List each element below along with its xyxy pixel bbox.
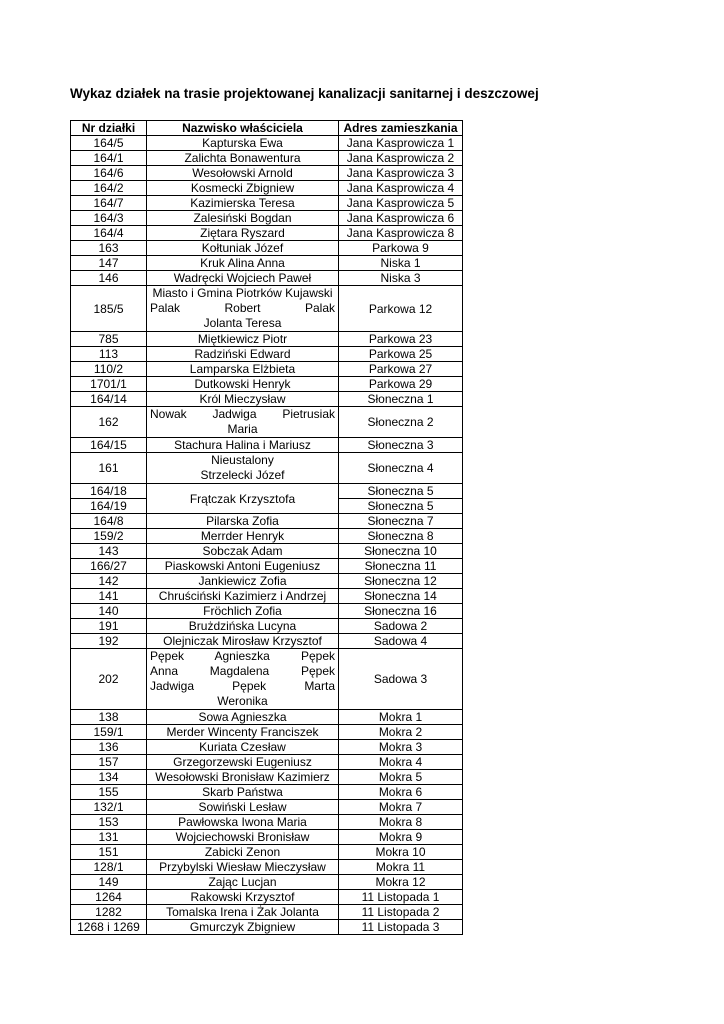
owner-name-cell: Król Mieczysław xyxy=(147,392,339,407)
owner-name-cell: Merder Wincenty Franciszek xyxy=(147,725,339,740)
owner-name-line: Jolanta Teresa xyxy=(203,316,282,330)
owner-name-cell: Dutkowski Henryk xyxy=(147,377,339,392)
owner-name-line: Weronika xyxy=(217,694,268,708)
address-cell: Niska 3 xyxy=(339,271,463,286)
table-row xyxy=(71,830,463,845)
owner-name-cell: Merrder Henryk xyxy=(147,529,339,544)
address-cell: Parkowa 27 xyxy=(339,362,463,377)
header-parcel-number: Nr działki xyxy=(71,121,147,136)
owner-name-line: Miasto i Gmina Piotrków Kujawski xyxy=(152,286,333,300)
table-row xyxy=(71,860,463,875)
address-cell: Słoneczna 5 xyxy=(339,484,463,499)
parcel-number-cell: 164/6 xyxy=(71,166,147,181)
parcel-number-cell: 110/2 xyxy=(71,362,147,377)
owner-name-cell: Grzegorzewski Eugeniusz xyxy=(147,755,339,770)
table-row xyxy=(71,559,463,574)
owner-name-cell: Kuriata Czesław xyxy=(147,740,339,755)
parcel-number-cell: 128/1 xyxy=(71,860,147,875)
owner-name-cell: Zalichta Bonawentura xyxy=(147,151,339,166)
parcel-number-cell: 1701/1 xyxy=(71,377,147,392)
owner-name-cell: Kołtuniak Józef xyxy=(147,241,339,256)
owner-name-cell xyxy=(147,453,339,484)
parcel-number-cell: 202 xyxy=(71,649,147,710)
parcel-number-cell: 164/7 xyxy=(71,196,147,211)
table-row xyxy=(71,920,463,935)
owner-name-cell xyxy=(147,649,339,710)
table-row xyxy=(71,529,463,544)
owner-name-cell: Sowa Agnieszka xyxy=(147,710,339,725)
table-row xyxy=(71,226,463,241)
table-row xyxy=(71,800,463,815)
header-owner-name: Nazwisko właściciela xyxy=(147,121,339,136)
parcel-number-cell: 147 xyxy=(71,256,147,271)
parcel-table xyxy=(70,120,463,935)
parcel-number-cell: 155 xyxy=(71,785,147,800)
parcel-number-cell: 185/5 xyxy=(71,286,147,332)
parcel-number-cell: 164/18 xyxy=(71,484,147,499)
owner-name-cell: Sobczak Adam xyxy=(147,544,339,559)
table-row xyxy=(71,196,463,211)
table-row xyxy=(71,484,463,499)
parcel-number-cell: 164/3 xyxy=(71,211,147,226)
owner-name-cell: Radziński Edward xyxy=(147,347,339,362)
owner-name-cell: Przybylski Wiesław Mieczysław xyxy=(147,860,339,875)
owner-name-line: Maria xyxy=(227,422,258,436)
owner-name-cell: Ziętara Ryszard xyxy=(147,226,339,241)
owner-name-cell xyxy=(147,407,339,438)
address-cell: Parkowa 23 xyxy=(339,332,463,347)
address-cell: 11 Listopada 2 xyxy=(339,905,463,920)
address-cell: Jana Kasprowicza 4 xyxy=(339,181,463,196)
table-row xyxy=(71,286,463,332)
address-cell: Niska 1 xyxy=(339,256,463,271)
table-row xyxy=(71,890,463,905)
table-row xyxy=(71,407,463,438)
address-cell: Sadowa 2 xyxy=(339,619,463,634)
parcel-number-cell: 164/14 xyxy=(71,392,147,407)
table-row xyxy=(71,166,463,181)
address-cell: Słoneczna 4 xyxy=(339,453,463,484)
parcel-number-cell: 1268 i 1269 xyxy=(71,920,147,935)
owner-name-cell: Wojciechowski Bronisław xyxy=(147,830,339,845)
address-cell: Jana Kasprowicza 3 xyxy=(339,166,463,181)
owner-name-line: Anna Magdalena Pępek xyxy=(150,664,335,678)
parcel-number-cell: 191 xyxy=(71,619,147,634)
parcel-number-cell: 131 xyxy=(71,830,147,845)
owner-name-line: Strzelecki Józef xyxy=(200,468,285,482)
owner-name-cell: Gmurczyk Zbigniew xyxy=(147,920,339,935)
owner-name-cell: Kazimierska Teresa xyxy=(147,196,339,211)
table-row xyxy=(71,755,463,770)
owner-name-cell: Jankiewicz Zofia xyxy=(147,574,339,589)
table-row xyxy=(71,151,463,166)
address-cell: Mokra 5 xyxy=(339,770,463,785)
owner-name-cell: Zając Lucjan xyxy=(147,875,339,890)
address-cell: Mokra 4 xyxy=(339,755,463,770)
parcel-number-cell: 159/2 xyxy=(71,529,147,544)
parcel-number-cell: 146 xyxy=(71,271,147,286)
table-row xyxy=(71,256,463,271)
owner-name-cell: Olejniczak Mirosław Krzysztof xyxy=(147,634,339,649)
owner-name-cell: Miętkiewicz Piotr xyxy=(147,332,339,347)
parcel-number-cell: 164/4 xyxy=(71,226,147,241)
owner-name-line: Palak Robert Palak xyxy=(150,301,335,315)
parcel-number-cell: 153 xyxy=(71,815,147,830)
owner-name-cell: Wadręcki Wojciech Paweł xyxy=(147,271,339,286)
owner-name-cell: Zabicki Zenon xyxy=(147,845,339,860)
table-row xyxy=(71,514,463,529)
parcel-number-cell: 132/1 xyxy=(71,800,147,815)
address-cell: Słoneczna 12 xyxy=(339,574,463,589)
owner-name-cell xyxy=(147,286,339,332)
address-cell: Sadowa 4 xyxy=(339,634,463,649)
address-cell: Parkowa 25 xyxy=(339,347,463,362)
owner-name-cell: Chruściński Kazimierz i Andrzej xyxy=(147,589,339,604)
parcel-number-cell: 136 xyxy=(71,740,147,755)
parcel-number-cell: 138 xyxy=(71,710,147,725)
parcel-number-cell: 163 xyxy=(71,241,147,256)
header-address: Adres zamieszkania xyxy=(339,121,463,136)
table-row xyxy=(71,181,463,196)
table-row xyxy=(71,725,463,740)
address-cell: Jana Kasprowicza 8 xyxy=(339,226,463,241)
address-cell: Słoneczna 14 xyxy=(339,589,463,604)
address-cell: Słoneczna 7 xyxy=(339,514,463,529)
address-cell: Jana Kasprowicza 6 xyxy=(339,211,463,226)
parcel-number-cell: 142 xyxy=(71,574,147,589)
parcel-number-cell: 164/2 xyxy=(71,181,147,196)
parcel-number-cell: 1264 xyxy=(71,890,147,905)
table-row xyxy=(71,271,463,286)
owner-name-cell: Lamparska Elżbieta xyxy=(147,362,339,377)
address-cell: Mokra 9 xyxy=(339,830,463,845)
table-row xyxy=(71,649,463,710)
parcel-number-cell: 157 xyxy=(71,755,147,770)
parcel-number-cell: 151 xyxy=(71,845,147,860)
table-row xyxy=(71,875,463,890)
address-cell: Słoneczna 2 xyxy=(339,407,463,438)
table-body xyxy=(71,136,463,935)
address-cell: Parkowa 9 xyxy=(339,241,463,256)
address-cell: Mokra 7 xyxy=(339,800,463,815)
owner-name-cell: Kruk Alina Anna xyxy=(147,256,339,271)
address-cell: Mokra 8 xyxy=(339,815,463,830)
parcel-number-cell: 143 xyxy=(71,544,147,559)
address-cell: Parkowa 29 xyxy=(339,377,463,392)
owner-name-cell: Frątczak Krzysztofa xyxy=(147,484,339,514)
table-header-row xyxy=(71,121,463,136)
owner-name-cell: Skarb Państwa xyxy=(147,785,339,800)
parcel-number-cell: 785 xyxy=(71,332,147,347)
parcel-number-cell: 164/15 xyxy=(71,438,147,453)
owner-name-cell: Kapturska Ewa xyxy=(147,136,339,151)
address-cell: 11 Listopada 1 xyxy=(339,890,463,905)
parcel-number-cell: 1282 xyxy=(71,905,147,920)
address-cell: Mokra 3 xyxy=(339,740,463,755)
address-cell: Mokra 12 xyxy=(339,875,463,890)
owner-name-line: Jadwiga Pępek Marta xyxy=(150,679,335,693)
parcel-number-cell: 149 xyxy=(71,875,147,890)
owner-name-cell: Wesołowski Bronisław Kazimierz xyxy=(147,770,339,785)
address-cell: Mokra 1 xyxy=(339,710,463,725)
parcel-number-cell: 164/19 xyxy=(71,499,147,514)
table-row xyxy=(71,785,463,800)
table-row xyxy=(71,604,463,619)
table-row xyxy=(71,211,463,226)
table-row xyxy=(71,634,463,649)
table-row xyxy=(71,377,463,392)
parcel-number-cell: 141 xyxy=(71,589,147,604)
owner-name-cell: Tomalska Irena i Żak Jolanta xyxy=(147,905,339,920)
address-cell: Słoneczna 1 xyxy=(339,392,463,407)
address-cell: Jana Kasprowicza 5 xyxy=(339,196,463,211)
table-row xyxy=(71,589,463,604)
owner-name-cell: Stachura Halina i Mariusz xyxy=(147,438,339,453)
owner-name-line: Nieustalony xyxy=(211,453,274,467)
address-cell: Jana Kasprowicza 1 xyxy=(339,136,463,151)
address-cell: Mokra 2 xyxy=(339,725,463,740)
owner-name-line: Pępek Agnieszka Pępek xyxy=(150,649,335,663)
owner-name-cell: Sowiński Lesław xyxy=(147,800,339,815)
address-cell: Słoneczna 8 xyxy=(339,529,463,544)
table-row xyxy=(71,574,463,589)
parcel-number-cell: 192 xyxy=(71,634,147,649)
owner-name-cell: Pilarska Zofia xyxy=(147,514,339,529)
table-row xyxy=(71,710,463,725)
owner-name-cell: Wesołowski Arnold xyxy=(147,166,339,181)
parcel-number-cell: 134 xyxy=(71,770,147,785)
table-row xyxy=(71,347,463,362)
table-row xyxy=(71,332,463,347)
address-cell: Słoneczna 5 xyxy=(339,499,463,514)
table-row xyxy=(71,770,463,785)
table-row xyxy=(71,438,463,453)
parcel-number-cell: 164/8 xyxy=(71,514,147,529)
address-cell: Parkowa 12 xyxy=(339,286,463,332)
address-cell: Mokra 10 xyxy=(339,845,463,860)
table-row xyxy=(71,619,463,634)
parcel-number-cell: 161 xyxy=(71,453,147,484)
parcel-number-cell: 113 xyxy=(71,347,147,362)
table-row xyxy=(71,453,463,484)
table-row xyxy=(71,815,463,830)
owner-name-cell: Kosmecki Zbigniew xyxy=(147,181,339,196)
address-cell: Sadowa 3 xyxy=(339,649,463,710)
owner-name-cell: Fröchlich Zofia xyxy=(147,604,339,619)
owner-name-cell: Piaskowski Antoni Eugeniusz xyxy=(147,559,339,574)
table-row xyxy=(71,845,463,860)
parcel-number-cell: 164/1 xyxy=(71,151,147,166)
address-cell: Mokra 6 xyxy=(339,785,463,800)
address-cell: Słoneczna 16 xyxy=(339,604,463,619)
parcel-number-cell: 159/1 xyxy=(71,725,147,740)
table-row xyxy=(71,362,463,377)
address-cell: Jana Kasprowicza 2 xyxy=(339,151,463,166)
owner-name-cell: Rakowski Krzysztof xyxy=(147,890,339,905)
owner-name-cell: Pawłowska Iwona Maria xyxy=(147,815,339,830)
owner-name-cell: Brużdzińska Lucyna xyxy=(147,619,339,634)
address-cell: Mokra 11 xyxy=(339,860,463,875)
parcel-number-cell: 140 xyxy=(71,604,147,619)
address-cell: Słoneczna 3 xyxy=(339,438,463,453)
parcel-number-cell: 166/27 xyxy=(71,559,147,574)
owner-name-line: Nowak Jadwiga Pietrusiak xyxy=(150,407,335,421)
table-row xyxy=(71,905,463,920)
address-cell: 11 Listopada 3 xyxy=(339,920,463,935)
table-row xyxy=(71,392,463,407)
owner-name-cell: Zalesiński Bogdan xyxy=(147,211,339,226)
table-row xyxy=(71,241,463,256)
table-row xyxy=(71,136,463,151)
parcel-number-cell: 164/5 xyxy=(71,136,147,151)
table-row xyxy=(71,740,463,755)
parcel-number-cell: 162 xyxy=(71,407,147,438)
table-row xyxy=(71,544,463,559)
address-cell: Słoneczna 11 xyxy=(339,559,463,574)
document-title: Wykaz działek na trasie projektowanej kanalizacji sanitarnej i deszczowej xyxy=(70,86,539,101)
address-cell: Słoneczna 10 xyxy=(339,544,463,559)
